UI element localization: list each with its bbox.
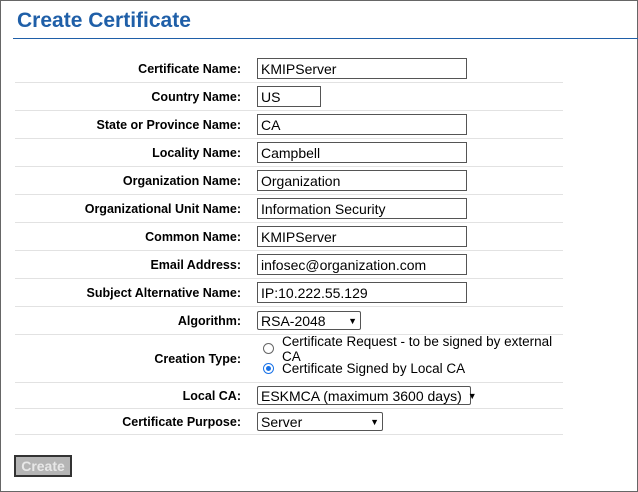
- email-input[interactable]: [257, 254, 467, 275]
- radio-local-ca-label: Certificate Signed by Local CA: [282, 361, 466, 376]
- certificate-name-input[interactable]: [257, 58, 467, 79]
- form-row-organization: [15, 167, 563, 195]
- form-row-san: [15, 279, 563, 307]
- form-row-org-unit: [15, 195, 563, 223]
- organization-label: Organization Name:: [15, 167, 255, 195]
- page-title: Create Certificate: [17, 9, 191, 32]
- state-label: State or Province Name:: [15, 111, 255, 139]
- radio-external-ca[interactable]: [263, 343, 274, 354]
- local-ca-select[interactable]: [257, 386, 477, 405]
- locality-label: Locality Name:: [15, 139, 255, 167]
- form-row-locality: [15, 139, 563, 167]
- state-input[interactable]: [257, 114, 467, 135]
- certificate-form: [15, 55, 563, 435]
- radio-external-ca-label: Certificate Request - to be signed by external CA: [282, 333, 553, 364]
- common-name-label: Common Name:: [15, 223, 255, 251]
- algorithm-select[interactable]: [257, 311, 361, 330]
- org-unit-label: Organizational Unit Name:: [15, 195, 255, 223]
- form-row-certificate-name: [15, 55, 563, 83]
- purpose-selected-value: Server: [261, 413, 303, 430]
- organization-input[interactable]: [257, 170, 467, 191]
- form-row-email: [15, 251, 563, 279]
- chevron-down-icon: ▼: [370, 416, 379, 427]
- creation-type-option-external[interactable]: [257, 333, 563, 364]
- title-divider: [13, 38, 638, 39]
- chevron-down-icon: ▼: [348, 315, 357, 326]
- certificate-name-label: Certificate Name:: [15, 55, 255, 83]
- form-row-algorithm: [15, 307, 563, 335]
- form-row-purpose: [15, 409, 563, 435]
- algorithm-label: Algorithm:: [15, 307, 255, 335]
- common-name-input[interactable]: [257, 226, 467, 247]
- form-row-state: [15, 111, 563, 139]
- algorithm-selected-value: RSA-2048: [261, 312, 326, 329]
- country-name-input[interactable]: [257, 86, 321, 107]
- local-ca-label: Local CA:: [15, 383, 255, 409]
- creation-type-label: Creation Type:: [15, 335, 255, 383]
- create-button[interactable]: Create: [14, 455, 72, 477]
- radio-local-ca[interactable]: [263, 363, 274, 374]
- country-name-label: Country Name:: [15, 83, 255, 111]
- locality-input[interactable]: [257, 142, 467, 163]
- form-row-local-ca: [15, 383, 563, 409]
- local-ca-selected-value: ESKMCA (maximum 3600 days): [261, 387, 462, 404]
- form-row-creation-type: [15, 335, 563, 383]
- email-label: Email Address:: [15, 251, 255, 279]
- san-input[interactable]: [257, 282, 467, 303]
- form-row-country-name: [15, 83, 563, 111]
- org-unit-input[interactable]: [257, 198, 467, 219]
- chevron-down-icon: ▼: [467, 390, 477, 401]
- purpose-select[interactable]: [257, 412, 383, 431]
- san-label: Subject Alternative Name:: [15, 279, 255, 307]
- form-row-common-name: [15, 223, 563, 251]
- purpose-label: Certificate Purpose:: [15, 409, 255, 435]
